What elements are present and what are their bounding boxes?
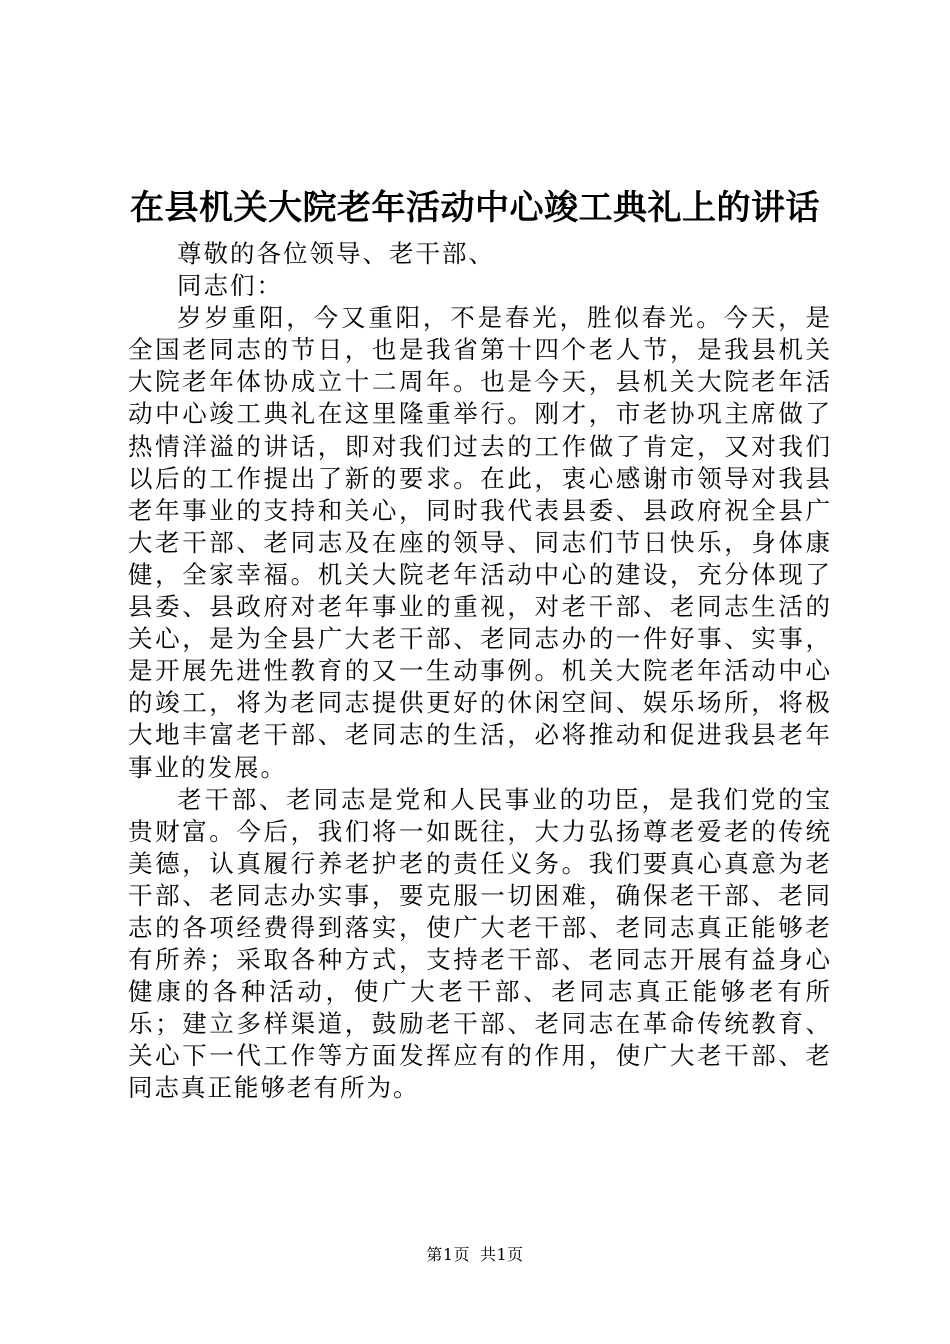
- page-number: 第1页: [426, 1245, 470, 1264]
- salutation-line-1: 尊敬的各位领导、老干部、: [177, 239, 495, 268]
- document-body: [128, 238, 832, 1105]
- salutation-line-2: 同志们：: [177, 271, 283, 301]
- body-paragraph: 岁岁重阳，今又重阳，不是春光，胜似春光。今天，是全国老同志的节日，也是我省第十四个老人节，是我县机关大院老年体协成立十二周年。也是今天，县机关大院老年活动中心竣工典礼在这里隆重举行。刚才，市老协巩主席做了热情洋溢的讲话，即对我们过去的工作做了肯定，又对我们以后的工作提出了新的要求。在此，衷心感谢市领导对我县老年事业的支持和关心，同时我代表县委、县政府祝全县广大老干部、老同志及在座的领导、同志们节日快乐，身体康健，全家幸福。机关大院老年活动中心的建设，充分体现了县委、县政府对老年事业的重视，对老干部、老同志生活的关心，是为全县广大老干部、老同志办的一件好事、实事，是开展先进性教育的又一生动事例。机关大院老年活动中心的竣工，将为老同志提供更好的休闲空间、娱乐场所，将极大地丰富老干部、老同志的生活，必将推动和促进我县老年事业的发展。: [128, 303, 832, 782]
- page-footer: [0, 1244, 950, 1266]
- page-total: 共1页: [480, 1245, 524, 1264]
- body-paragraph: 老干部、老同志是党和人民事业的功臣，是我们党的宝贵财富。今后，我们将一如既往，大力弘扬尊老爱老的传统美德，认真履行养老护老的责任义务。我们要真心真意为老干部、老同志办实事，要克服一切困难，确保老干部、老同志的各项经费得到落实，使广大老干部、老同志真正能够老有所养；采取各种方式，支持老干部、老同志开展有益身心健康的各种活动，使广大老干部、老同志真正能够老有所乐；建立多样渠道，鼓励老干部、老同志在革命传统教育、关心下一代工作等方面发挥应有的作用，使广大老干部、老同志真正能够老有所为。: [128, 784, 832, 1103]
- document-title: 在县机关大院老年活动中心竣工典礼上的讲话: [130, 188, 820, 228]
